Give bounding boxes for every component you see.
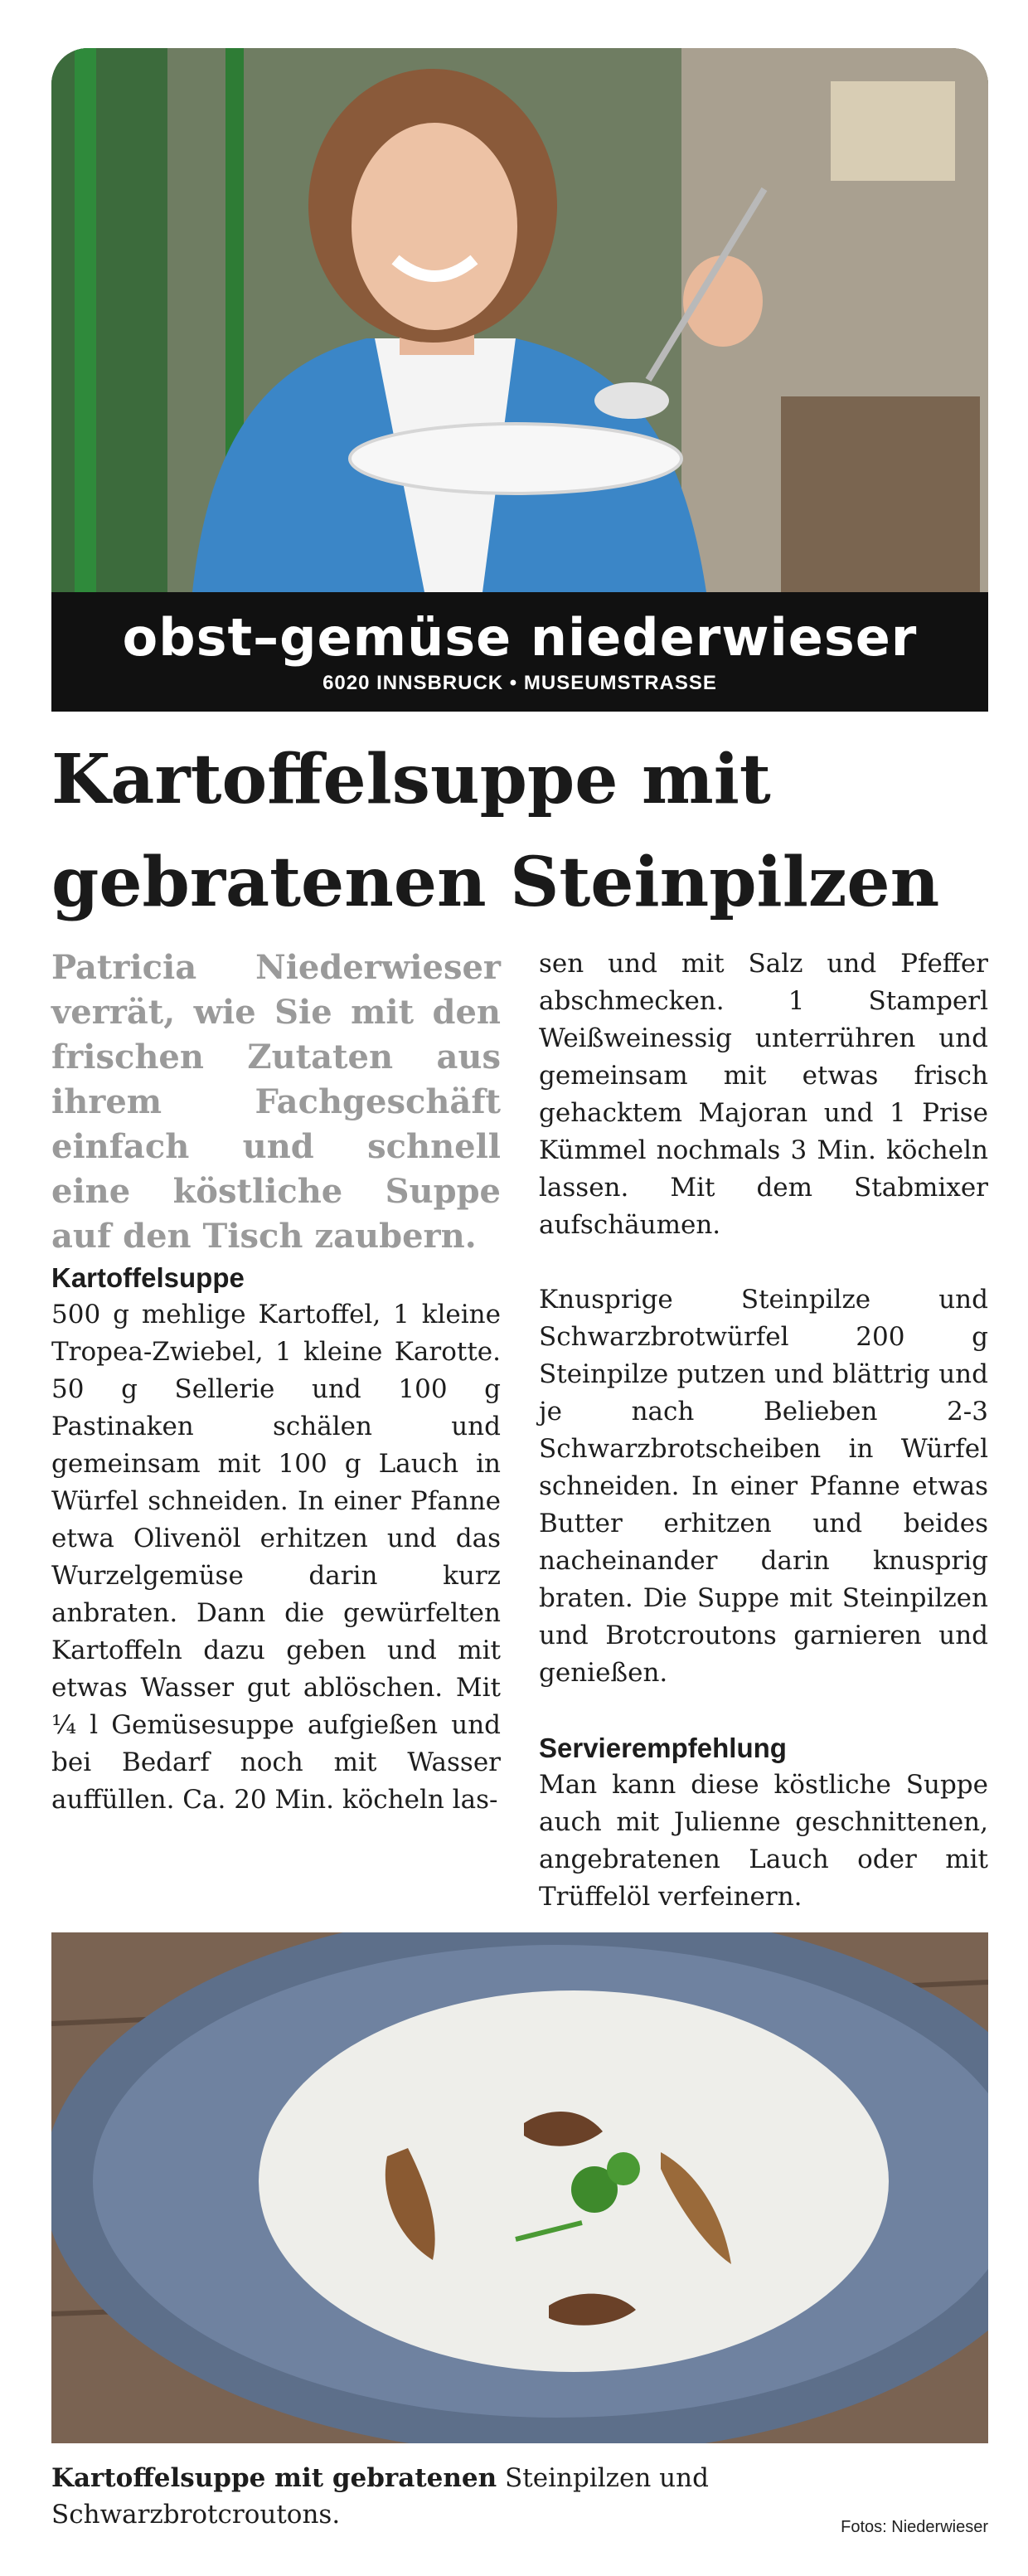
article-title bbox=[51, 728, 988, 934]
soup-bowl-photo-icon bbox=[51, 1932, 988, 2443]
section-text-kartoffelsuppe-continued: sen und mit Salz und Pfeffer abschmecken. 1 Stamperl Weißweinessig unterrühren und gemeinsam mit etwas frisch gehacktem Majoran und 1 Prise Kümmel nochmals 3 Min. köcheln lassen. Mit dem Stabmixer aufschäumen. bbox=[539, 949, 988, 1240]
article-title-line2: gebratenen Steinpilzen bbox=[51, 843, 940, 922]
section-text-servierempfehlung: Man kann diese köstliche Suppe auch mit Julienne geschnittenen, angebratenen Lauch oder mit Trüffelöl verfeinern. bbox=[539, 1770, 988, 1912]
section-heading-kartoffelsuppe: Kartoffelsuppe bbox=[51, 1262, 245, 1293]
woman-with-soup-photo-icon bbox=[51, 48, 988, 592]
caption-rest: Steinpilzen und Schwarzbrotcroutons. bbox=[51, 2463, 709, 2530]
article-title-line1: Kartoffelsuppe mit bbox=[51, 740, 771, 819]
photo-credit: Fotos: Niederwieser bbox=[841, 2518, 988, 2536]
dish-photo bbox=[51, 1932, 988, 2443]
shop-banner bbox=[51, 592, 988, 712]
section-text-kartoffelsuppe: 500 g mehlige Kartoffel, 1 kleine Tropea-Zwiebel, 1 kleine Karotte. 50 g Sellerie und 100 g Pastinaken schälen und gemeinsam mit 100 g Lauch in Würfel schneiden. In einer Pfanne etwa Olivenöl erhitzen und das Wurzelgemüse darin kurz anbraten. Dann die gewürfelten Kartoffeln dazu geben und mit etwas Wasser gut ablöschen. Mit ¼ l Gemüsesuppe aufgießen und bei Bedarf noch mit Wasser auffüllen. Ca. 20 Min. köcheln las- bbox=[51, 1300, 501, 1815]
section-text-steinpilze: Knusprige Steinpilze und Schwarzbrotwürfel 200 g Steinpilze putzen und blättrig und je nach Belieben 2-3 Schwarzbrotscheiben in Würfel schneiden. In einer Pfanne etwas Butter erhitzen und beides nacheinander darin knusprig braten. Die Suppe mit Steinpilzen und Brotcroutons garnieren und genießen. bbox=[539, 1285, 988, 1688]
caption-bold: Kartoffelsuppe mit gebratenen bbox=[51, 2463, 497, 2493]
hero-photo bbox=[51, 48, 988, 592]
article-column-right bbox=[539, 945, 988, 1916]
section-heading-servierempfehlung: Servierempfehlung bbox=[539, 1733, 787, 1763]
shop-brand: obst–gemüse niederwieser bbox=[122, 607, 918, 668]
article-lead: Patricia Niederwieser verrät, wie Sie mit den frischen Zutaten aus ihrem Fachgeschäft einfach und schnell eine köstliche Suppe auf den Tisch zaubern. bbox=[51, 948, 501, 1256]
shop-address: 6020 INNSBRUCK • MUSEUMSTRASSE bbox=[322, 672, 717, 694]
article-column-left bbox=[51, 945, 501, 1819]
